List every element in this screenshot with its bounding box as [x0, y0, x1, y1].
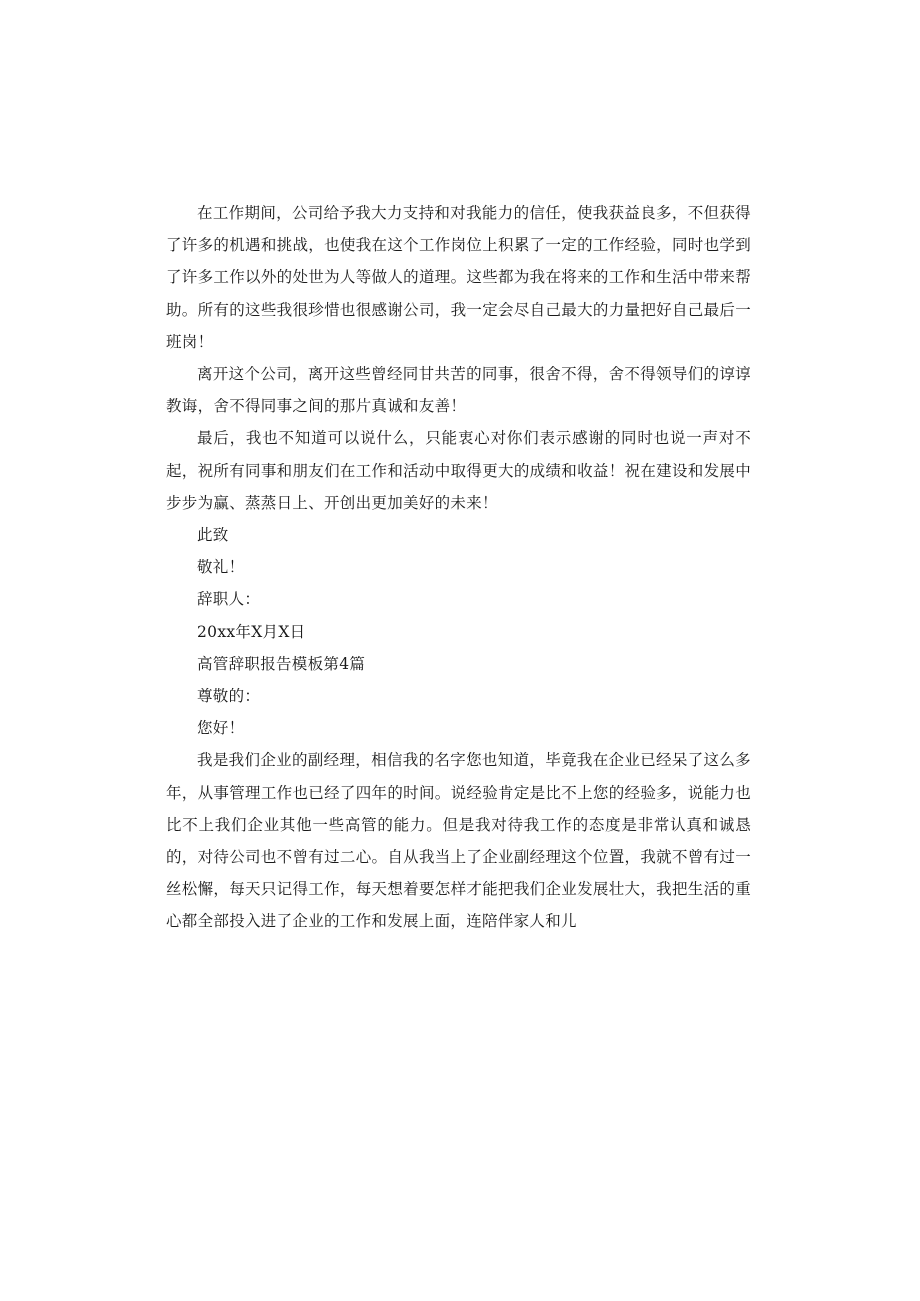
next-section-title: 高管辞职报告模板第4篇 [197, 654, 366, 673]
paragraph-leaving: 离开这个公司，离开这些曾经同甘共苦的同事，很舍不得，舍不得领导们的谆谆教诲，舍不得同事之间的那片真诚和友善！ [166, 365, 751, 416]
signer-label: 辞职人： [197, 590, 261, 609]
paragraph-final-wishes: 最后，我也不知道可以说什么，只能衷心对你们表示感谢的同时也说一声对不起，祝所有同事和朋友们在工作和活动中取得更大的成绩和收益！祝在建设和发展中步步为赢、蒸蒸日上、开创出更加美好的未来！ [166, 429, 751, 512]
greeting-recipient: 尊敬的： [197, 687, 261, 706]
paragraph-work-period: 在工作期间，公司给予我大力支持和对我能力的信任，使我获益良多，不但获得了许多的机遇和挑战，也使我在这个工作岗位上积累了一定的工作经验，同时也学到了许多工作以外的处世为人等做人的道理。这些都为我在将来的工作和生活中带来帮助。所有的这些我很珍惜也很感谢公司，我一定会尽自己最大的力量把好自己最后一班岗！ [166, 204, 751, 351]
document-body [166, 197, 751, 938]
closing-line: 此致 [197, 526, 229, 545]
paragraph-vice-manager: 我是我们企业的副经理，相信我的名字您也知道，毕竟我在企业已经呆了这么多年，从事管理工作也已经了四年的时间。说经验肯定是比不上您的经验多，说能力也比不上我们企业其他一些高管的能力。但是我对待我工作的态度是非常认真和诚恳的，对待公司也不曾有过二心。自从我当上了企业副经理这个位置，我就不曾有过一丝松懈，每天只记得工作，每天想着要怎样才能把我们企业发展壮大，我把生活的重心都全部投入进了企业的工作和发展上面，连陪伴家人和儿 [166, 751, 751, 931]
greeting-line: 您好！ [197, 719, 245, 738]
date-line: 20xx年X月X日 [197, 622, 306, 641]
salute-line: 敬礼！ [197, 558, 245, 577]
